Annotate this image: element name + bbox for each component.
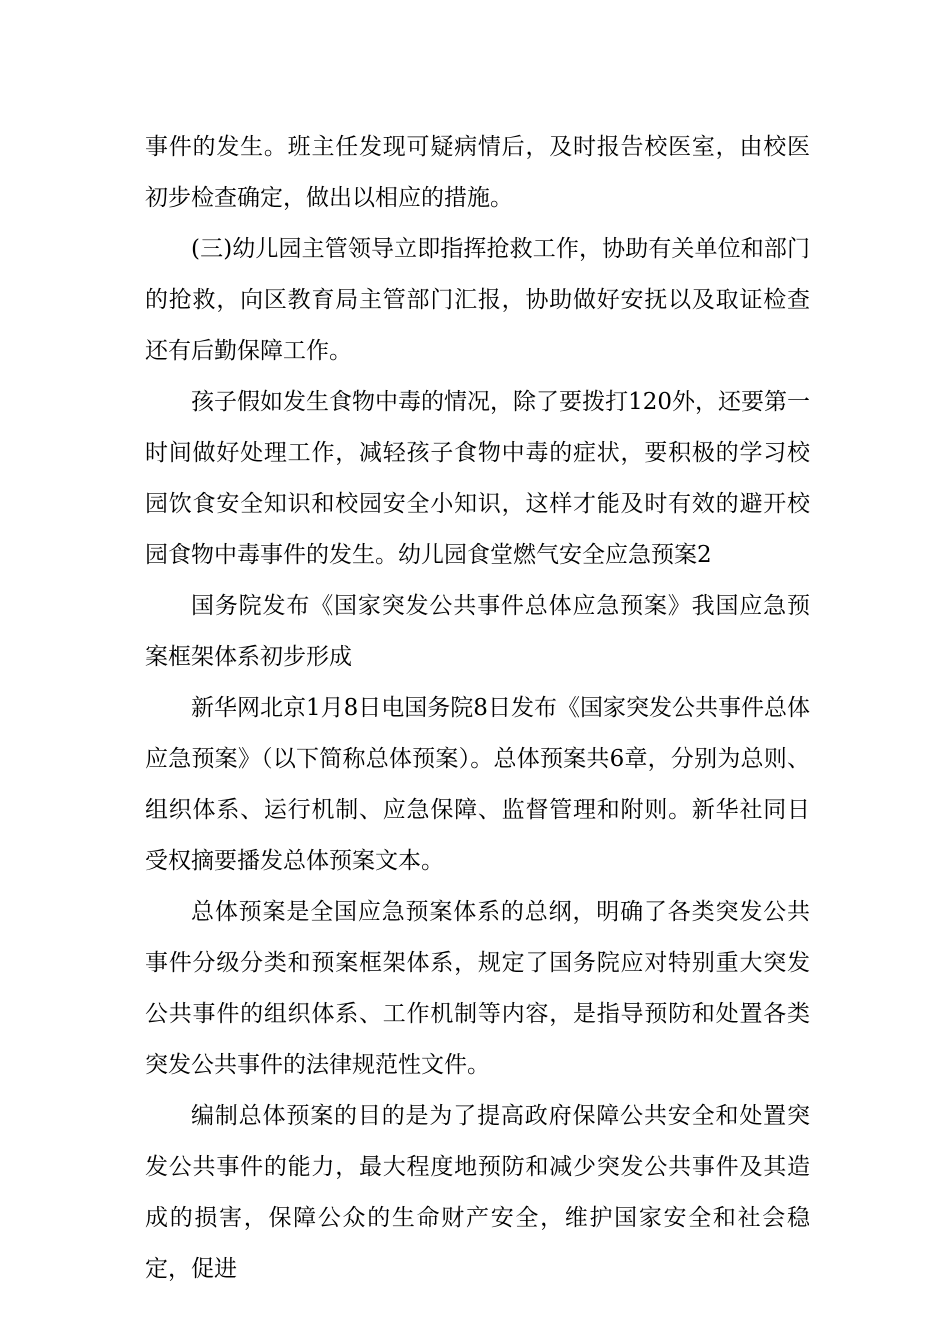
- paragraph-6: 总体预案是全国应急预案体系的总纲，明确了各类突发公共事件分级分类和预案框架体系，规定了国务院应对特别重大突发公共事件的组织体系、工作机制等内容，是指导预防和处置各类突发公共事件的法律规范性文件。: [145, 899, 810, 1078]
- paragraph-7: 编制总体预案的目的是为了提高政府保障公共安全和处置突发公共事件的能力，最大程度地预防和减少突发公共事件及其造成的损害，保障公众的生命财产安全，维护国家安全和社会稳定，促进: [145, 1103, 810, 1282]
- paragraph-2: (三)幼儿园主管领导立即指挥抢救工作，协助有关单位和部门的抢救，向区教育局主管部门汇报，协助做好安抚以及取证检查还有后勤保障工作。: [145, 236, 810, 364]
- paragraph-1: 事件的发生。班主任发现可疑病情后，及时报告校医室，由校医初步检查确定，做出以相应的措施。: [145, 134, 810, 211]
- paragraph-4: 国务院发布《国家突发公共事件总体应急预案》我国应急预案框架体系初步形成: [145, 593, 810, 670]
- paragraph-3: 孩子假如发生食物中毒的情况，除了要拨打120外，还要第一时间做好处理工作，减轻孩子食物中毒的症状，要积极的学习校园饮食安全知识和校园安全小知识，这样才能及时有效的避开校园食物中毒事件的发生。幼儿园食堂燃气安全应急预案2: [145, 389, 810, 568]
- paragraph-5: 新华网北京1月8日电国务院8日发布《国家突发公共事件总体应急预案》（以下简称总体预案）。总体预案共6章，分别为总则、组织体系、运行机制、应急保障、监督管理和附则。新华社同日受权摘要播发总体预案文本。: [145, 695, 810, 874]
- document-body: [145, 122, 810, 1295]
